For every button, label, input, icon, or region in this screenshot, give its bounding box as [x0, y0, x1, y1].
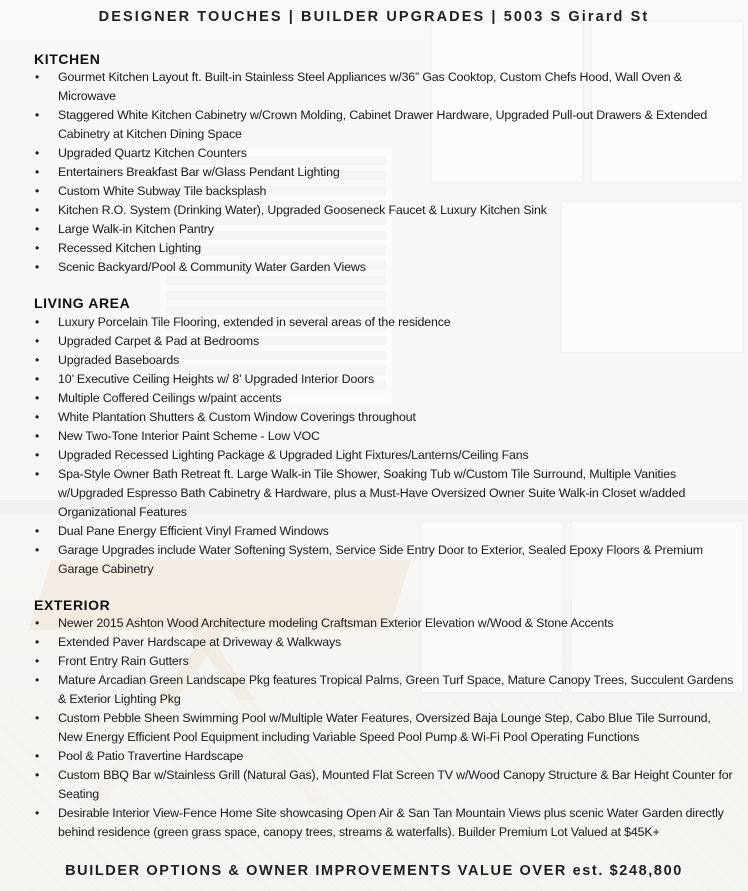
bullet-icon: •	[35, 353, 40, 367]
list-item: • Custom White Subway Tile backsplash	[0, 182, 748, 201]
list-item: • Kitchen R.O. System (Drinking Water), Upgraded Gooseneck Faucet & Luxury Kitchen Sink	[0, 201, 748, 220]
bullet-icon: •	[35, 616, 40, 630]
bullet-icon: •	[35, 334, 40, 348]
list-item: • Pool & Patio Travertine Hardscape	[0, 747, 748, 766]
bullet-icon: •	[35, 429, 40, 443]
page-title: DESIGNER TOUCHES | BUILDER UPGRADES | 5003 S Girard St	[98, 9, 650, 25]
list-item: • Mature Arcadian Green Landscape Pkg features Tropical Palms, Green Turf Space, Mature Canopy Trees, Succulent Gardens & Exterior Lighting Pkg	[35, 673, 734, 706]
section-heading-living-area: LIVING AREA	[34, 295, 131, 311]
list-item: • Custom BBQ Bar w/Stainless Grill (Natural Gas), Mounted Flat Screen TV w/Wood Canopy Structure & Bar Height Counter for Seating	[35, 768, 733, 801]
section-heading-kitchen: KITCHEN	[34, 51, 101, 67]
bullet-icon: •	[35, 806, 40, 820]
list-item: • Extended Paver Hardscape at Driveway & Walkways	[0, 633, 748, 652]
bullet-icon: •	[35, 635, 40, 649]
list-item: • Spa-Style Owner Bath Retreat ft. Large Walk-in Tile Shower, Soaking Tub w/Custom Tile Surround, Multiple Vanities w/Upgraded Espresso Bath Cabinetry & Hardware, plus a Must-Have Oversized Owner Suite Walk-in Closet w/added Organizational Features	[35, 467, 686, 519]
bullet-icon: •	[35, 315, 40, 329]
list-item: • Recessed Kitchen Lighting	[0, 239, 748, 258]
list-item: • Newer 2015 Ashton Wood Architecture modeling Craftsman Exterior Elevation w/Wood & Stone Accents	[0, 614, 748, 633]
section-heading-exterior: EXTERIOR	[34, 597, 111, 613]
list-item: • White Plantation Shutters & Custom Window Coverings throughout	[0, 408, 748, 427]
list-item: • Staggered White Kitchen Cabinetry w/Crown Molding, Cabinet Drawer Hardware, Upgraded Pull-out Drawers & Extended Cabinetry at Kitchen Dining Space	[35, 108, 708, 141]
list-item: • Desirable Interior View-Fence Home Site showcasing Open Air & San Tan Mountain Views plus scenic Water Garden directly behind residence (green grass space, canopy trees, streams & waterfalls). Builder Premium Lot Valued at $45K+	[35, 806, 724, 839]
bullet-icon: •	[35, 448, 40, 462]
bullet-icon: •	[35, 222, 40, 236]
bullet-icon: •	[35, 203, 40, 217]
exterior-list	[0, 614, 748, 842]
list-item: • Garage Upgrades include Water Softening System, Service Side Entry Door to Exterior, Sealed Epoxy Floors & Premium Garage Cabinetry	[35, 543, 703, 576]
bullet-icon: •	[35, 260, 40, 274]
list-item: • 10’ Executive Ceiling Heights w/ 8’ Upgraded Interior Doors	[0, 370, 748, 389]
bullet-icon: •	[35, 543, 40, 557]
list-item: • Upgraded Quartz Kitchen Counters	[0, 144, 748, 163]
living-area-list	[0, 313, 748, 579]
list-item: • Scenic Backyard/Pool & Community Water Garden Views	[0, 258, 748, 277]
bullet-icon: •	[35, 146, 40, 160]
list-item: • Multiple Coffered Ceilings w/paint accents	[0, 389, 748, 408]
value-summary-footer: BUILDER OPTIONS & OWNER IMPROVEMENTS VALUE OVER est. $248,800	[65, 863, 683, 879]
list-item: • Large Walk-in Kitchen Pantry	[0, 220, 748, 239]
list-item: • Dual Pane Energy Efficient Vinyl Framed Windows	[0, 522, 748, 541]
bullet-icon: •	[35, 184, 40, 198]
bullet-icon: •	[35, 241, 40, 255]
list-item: • Upgraded Recessed Lighting Package & Upgraded Light Fixtures/Lanterns/Ceiling Fans	[0, 446, 748, 465]
bullet-icon: •	[35, 654, 40, 668]
list-item: • Gourmet Kitchen Layout ft. Built-in Stainless Steel Appliances w/36” Gas Cooktop, Custom Chefs Hood, Wall Oven & Microwave	[35, 70, 682, 103]
bullet-icon: •	[35, 108, 40, 122]
list-item: • Upgraded Carpet & Pad at Bedrooms	[0, 332, 748, 351]
list-item: • Luxury Porcelain Tile Flooring, extended in several areas of the residence	[0, 313, 748, 332]
bullet-icon: •	[35, 749, 40, 763]
bullet-icon: •	[35, 711, 40, 725]
bullet-icon: •	[35, 372, 40, 386]
bullet-icon: •	[35, 768, 40, 782]
bullet-icon: •	[35, 391, 40, 405]
bullet-icon: •	[35, 673, 40, 687]
kitchen-list	[0, 68, 748, 277]
list-item: • Upgraded Baseboards	[0, 351, 748, 370]
bullet-icon: •	[35, 165, 40, 179]
list-item: • Front Entry Rain Gutters	[0, 652, 748, 671]
bullet-icon: •	[35, 467, 40, 481]
bullet-icon: •	[35, 524, 40, 538]
list-item: • Entertainers Breakfast Bar w/Glass Pendant Lighting	[0, 163, 748, 182]
list-item: • New Two-Tone Interior Paint Scheme - Low VOC	[0, 427, 748, 446]
bullet-icon: •	[35, 410, 40, 424]
list-item: • Custom Pebble Sheen Swimming Pool w/Multiple Water Features, Oversized Baja Lounge Step, Cabo Blue Tile Surround, New Energy Efficient Pool Equipment including Variable Speed Pool Pump & Wi-Fi Pool Operating Functions	[35, 711, 711, 744]
bullet-icon: •	[35, 70, 40, 84]
